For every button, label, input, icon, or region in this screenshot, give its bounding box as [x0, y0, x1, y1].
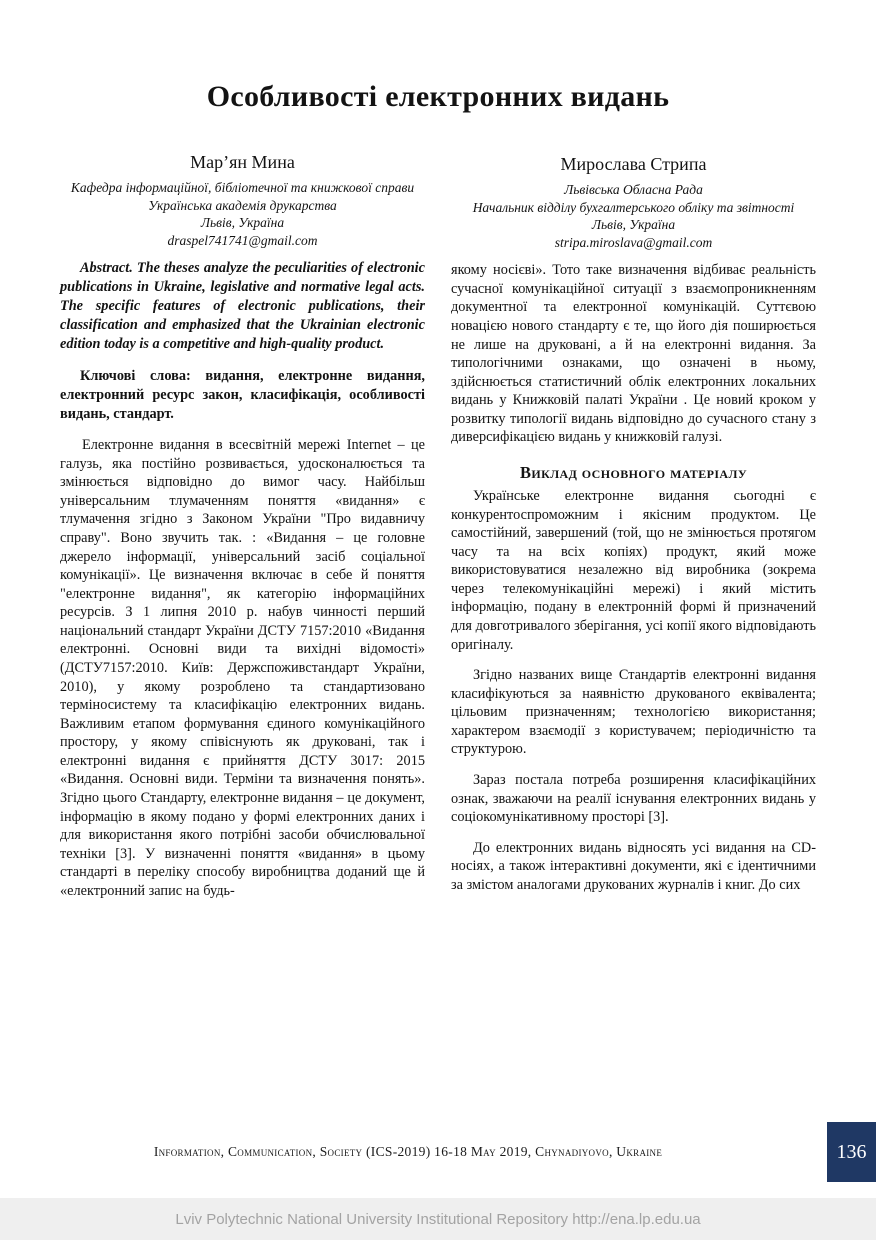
conference-footer: Information, Communication, Society (ICS-2019) 16-18 May 2019, Chynadiyovo, Ukraine — [153, 1144, 663, 1159]
affiliation-line: Львів, Україна — [200, 215, 285, 231]
left-column — [60, 140, 425, 901]
affiliation-line: Українська академія друкарства — [148, 197, 337, 213]
section-heading: Виклад основного матеріалу — [519, 462, 748, 482]
page-number-badge: 136 — [827, 1122, 876, 1182]
author-email-left: draspel741741@gmail.com — [167, 232, 318, 248]
body-paragraph-left: Електронне видання в всесвітній мережі Internet – це галузь, яка постійно розвивається, удосконалюється та змінюється відповідно до вимог часу. Найбільш універсальним тлумаченням поняття «видання» є тлумачення згідно з Законом України "Про видавничу справу". Воно звучить так. : «Видання – це головне джерело інформації, універсальний засіб соціальної комунікації». Це визначення включає в себе й поняття "електронне видання", як категорію інформаційних ресурсів. З 1 липня 2010 р. набув чинності перший національний стандарт України ДСТУ 7157:2010 «Видання електронні. Основні види та вихідні відомості» (ДСТУ7157:2010. Київ: Держспоживстандарт України, 2010), у якому розроблено та стандартизовано терміносистему та класифікацію електронних видань. Важливим етапом формування єдиного комунікаційного простору, у якому співіснують як друковані, так і електронні видання є прийняття ДСТУ 3017: 2015 «Видання. Основні види. Терміни та визначення понять». Згідно цього Стандарту, електронне видання – це документ, інформацію в якому подано у формі електронних даних і для використання якого потрібні засоби обчислювальної техніки [3]. У визначенні поняття «видання» в цьому стандарті в переліку способу виробництва доданий ще й «електронний запис на будь- — [60, 437, 425, 899]
body-paragraph-right: До електронних видань відносять усі видання на CD-носіях, а також інтерактивні документи, які є ідентичними за змістом аналогами друкованих журналів і книг. До сих — [451, 839, 816, 893]
author-name-right: Мирослава Стрипа — [560, 154, 707, 174]
body-paragraph-right: Згідно названих вище Стандартів електронні видання класифікуються за наявністю друкованого еквівалента; цільовим призначенням; технологією використання; характером взаємодії з користувачем; періодичністю та структурою. — [451, 667, 816, 758]
author-name-left: Мар’ян Мина — [190, 152, 295, 172]
abstract-paragraph: Abstract. The theses analyze the peculiarities of electronic publications in Ukraine, legislative and normative legal acts. The specific features of electronic publications, their classification and emphasized that the Ukrainian electronic edition today is a competitive and high-quality product. — [60, 260, 425, 352]
right-column — [451, 140, 816, 901]
body-paragraph-right: Українське електронне видання сьогодні є конкурентоспроможним і якісним продуктом. Це самостійний, завершений (той, що не змінюється протягом часу та на всіх копіях) продукт, який може використовуватися незалежно від виробника (зокрема через телекомунікаційні мережі) і який містить інформацію, подану в електронній формі й призначений для довготривалого зберігання, усі копії якого відповідають оригіналу. — [451, 487, 816, 653]
keywords-paragraph: Ключові слова: видання, електронне видання, електронний ресурс закон, класифікація, особливості видань, стандарт. — [60, 368, 425, 423]
affiliation-line: Кафедра інформаційної, бібліотечної та книжкової справи — [70, 180, 415, 195]
two-column-layout — [0, 140, 876, 901]
author-email-right: stripa.miroslava@gmail.com — [554, 234, 713, 250]
page-title: Особливості електронних видань — [206, 80, 670, 113]
repository-bar: Lviv Polytechnic National University Institutional Repository http://ena.lp.edu.ua — [0, 1198, 876, 1240]
affiliation-line: Львівська Обласна Рада — [564, 182, 703, 197]
author-block-right — [451, 154, 816, 251]
continuation-paragraph: якому носієві». Тото таке визначення відбиває реальність сучасної комунікаційної ситуації з взаємопроникненням документної та електронної комунікацій. Суттєвою новацією нового стандарту є те, що його дія поширюється не лише на друковані, а й на електронні видання. За типологічними ознаками, що означені в ньому, здійснюється статистичний облік електронних локальних видань у Книжковій палаті України . Це новий кроком у розвитку типології видань відповідно до сучасного стану з диверсифікацією видань у книжковій галузі. — [451, 262, 816, 446]
author-affiliation-right — [451, 181, 816, 251]
body-paragraph-right: Зараз постала потреба розширення класифікаційних ознак, зважаючи на реалії існування електронних видань у соціокомунікативному просторі [3]. — [451, 772, 816, 826]
author-block-left — [60, 152, 425, 249]
author-affiliation-left — [60, 179, 425, 249]
affiliation-line: Начальник відділу бухгалтерського обліку та звітності — [472, 199, 795, 215]
affiliation-line: Львів, Україна — [591, 217, 676, 233]
